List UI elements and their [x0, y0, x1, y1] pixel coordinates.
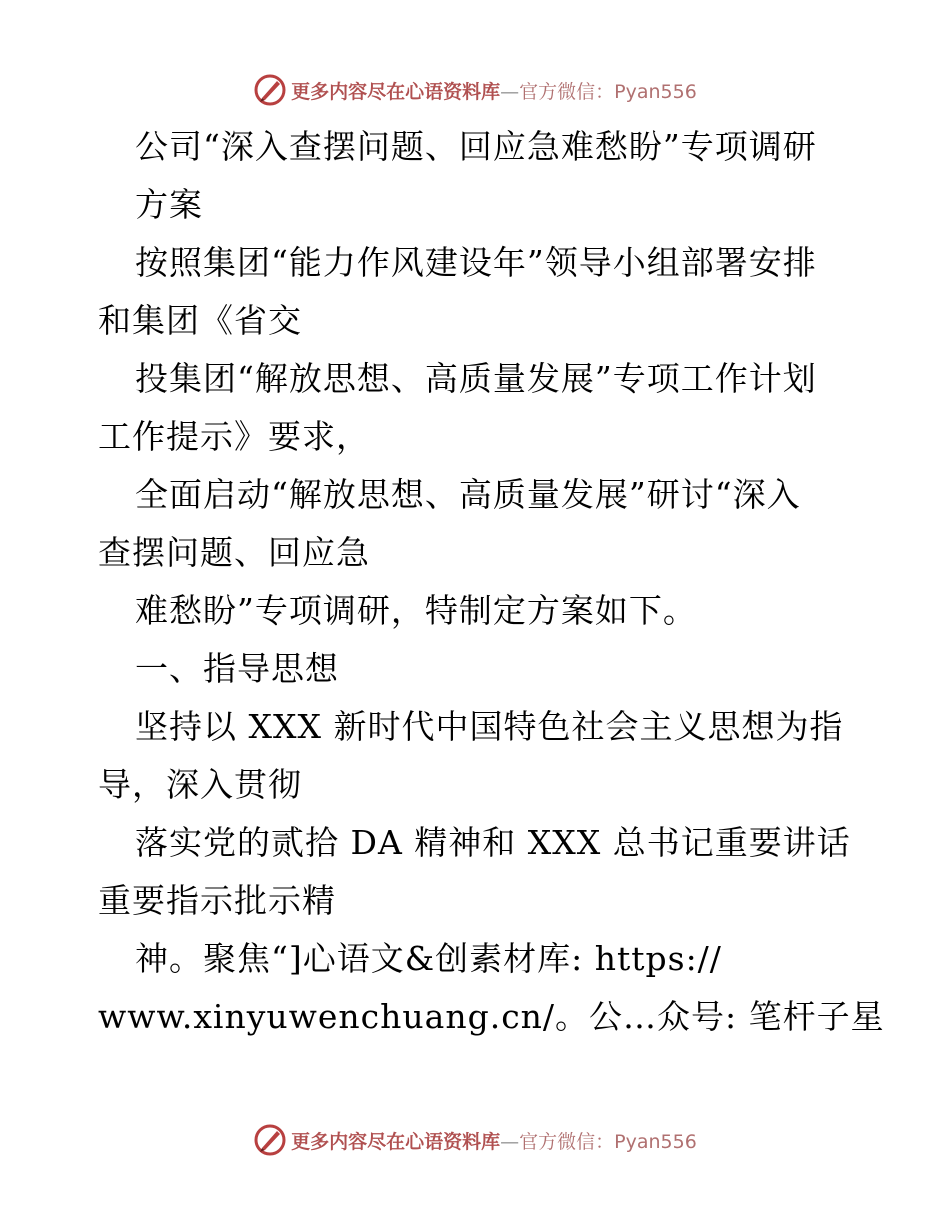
body-line: 投集团“解放思想、高质量发展”专项工作计划	[135, 359, 817, 398]
quill-pen-logo-icon	[253, 1123, 287, 1157]
body-line: 全面启动“解放思想、高质量发展”研讨“深入	[135, 475, 801, 514]
body-line: 查摆问题、回应急	[98, 533, 370, 572]
footer-banner-main: 更多内容尽在心语资料库	[291, 1130, 501, 1153]
header-banner-contact: 官方微信：Pyan556	[519, 80, 697, 103]
footer-banner-separator: —	[500, 1130, 520, 1153]
header-watermark-banner	[0, 70, 950, 110]
footer-banner-text	[291, 1127, 697, 1154]
body-line: 按照集团“能力作风建设年”领导小组部署安排	[135, 243, 817, 282]
footer-banner-contact: 官方微信：Pyan556	[519, 1130, 697, 1153]
body-line: 难愁盼”专项调研，特制定方案如下。	[135, 591, 697, 630]
footer-watermark-banner	[0, 1120, 950, 1160]
document-body	[98, 118, 885, 1046]
header-banner-text	[291, 77, 697, 104]
body-line: www.xinyuwenchuang.cn/。公…众号: 笔杆子星	[98, 997, 885, 1036]
body-line: 坚持以 XXX 新时代中国特色社会主义思想为指	[135, 707, 844, 746]
header-banner-separator: —	[500, 80, 520, 103]
body-line: 工作提示》要求，	[98, 417, 370, 456]
header-banner-main: 更多内容尽在心语资料库	[291, 80, 501, 103]
body-line: 重要指示批示精	[98, 881, 336, 920]
section-heading: 一、指导思想	[135, 649, 339, 688]
body-line: 和集团《省交	[98, 301, 302, 340]
body-line: 公司“深入查摆问题、回应急难愁盼”专项调研	[135, 127, 817, 166]
body-line: 神。聚焦“]心语文&创素材库: https://	[135, 939, 722, 978]
body-line: 落实党的贰拾 DA 精神和 XXX 总书记重要讲话	[135, 823, 851, 862]
quill-pen-logo-icon	[253, 73, 287, 107]
body-line: 方案	[135, 185, 203, 224]
body-line: 导，深入贯彻	[98, 765, 302, 804]
